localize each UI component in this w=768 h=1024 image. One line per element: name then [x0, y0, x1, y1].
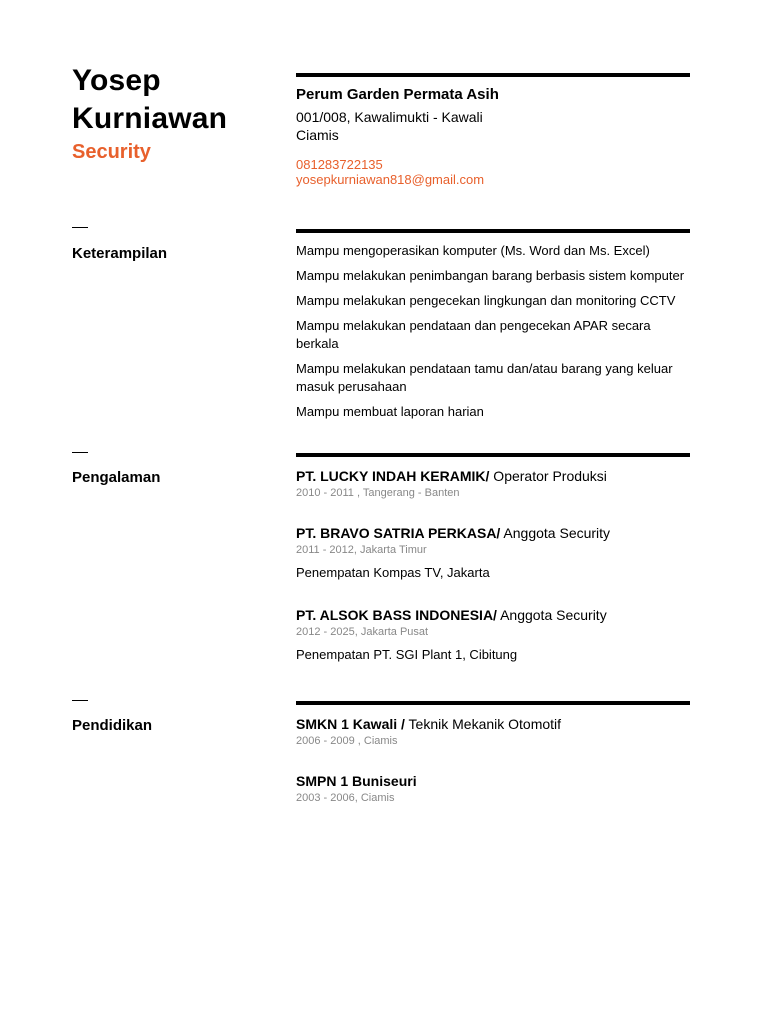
skill-item: Mampu membuat laporan harian [296, 404, 484, 419]
skill-item: Mampu melakukan pengecekan lingkungan dan monitoring CCTV [296, 293, 676, 308]
job-note: Penempatan PT. SGI Plant 1, Cibitung [296, 647, 518, 662]
skill-item: Mampu mengoperasikan komputer (Ms. Word dan Ms. Excel) [296, 243, 650, 258]
job-meta: 2012 - 2025, Jakarta Pusat [296, 626, 429, 638]
skills-list [296, 242, 690, 428]
job-title [296, 525, 690, 541]
phone-number[interactable]: 081283722135 [296, 157, 383, 172]
job-title [296, 468, 690, 484]
address-street: Perum Garden Permata Asih [296, 86, 499, 103]
job-meta: 2010 - 2011 , Tangerang - Banten [296, 487, 460, 499]
school-meta: 2006 - 2009 , Ciamis [296, 735, 398, 747]
education-divider [296, 701, 690, 705]
company-name: PT. ALSOK BASS INDONESIA/ [296, 607, 497, 623]
school-name: SMPN 1 Buniseuri [296, 773, 417, 789]
job-position: Anggota Security [500, 525, 611, 541]
email-address[interactable]: yosepkurniawan818@gmail.com [296, 172, 485, 187]
education-entry [296, 773, 690, 804]
skill-item: Mampu melakukan pendataan tamu dan/atau barang yang keluar masuk perusahaan [296, 361, 673, 394]
job-position: Operator Produksi [489, 468, 607, 484]
education-heading: Pendidikan [72, 717, 153, 734]
skills-heading: Keterampilan [72, 245, 168, 262]
section-dash [72, 452, 88, 453]
school-title [296, 773, 690, 789]
school-meta: 2003 - 2006, Ciamis [296, 792, 395, 804]
skill-item: Mampu melakukan penimbangan barang berbasis sistem komputer [296, 268, 685, 283]
education-entry [296, 716, 690, 747]
section-dash [72, 700, 88, 701]
last-name: Kurniawan [72, 102, 228, 135]
skill-item: Mampu melakukan pendataan dan pengecekan APAR secara berkala [296, 318, 651, 351]
address-line2: Ciamis [296, 127, 339, 143]
school-name: SMKN 1 Kawali / [296, 716, 405, 732]
job-meta: 2011 - 2012, Jakarta Timur [296, 544, 427, 556]
section-dash [72, 227, 88, 228]
school-title [296, 716, 690, 732]
school-major: Teknik Mekanik Otomotif [404, 716, 562, 732]
job-title [296, 607, 690, 623]
experience-entry [296, 607, 690, 662]
candidate-name [72, 62, 272, 138]
address-line1: 001/008, Kawalimukti - Kawali [296, 109, 483, 125]
job-position: Anggota Security [496, 607, 607, 623]
experience-divider [296, 453, 690, 457]
first-name: Yosep [72, 64, 161, 97]
company-name: PT. BRAVO SATRIA PERKASA/ [296, 525, 501, 541]
contact-divider [296, 73, 690, 77]
experience-heading: Pengalaman [72, 469, 161, 486]
experience-entry [296, 525, 690, 580]
experience-entry [296, 468, 690, 499]
job-note: Penempatan Kompas TV, Jakarta [296, 565, 490, 580]
job-role: Security [72, 141, 151, 163]
skills-divider [296, 229, 690, 233]
company-name: PT. LUCKY INDAH KERAMIK/ [296, 468, 490, 484]
